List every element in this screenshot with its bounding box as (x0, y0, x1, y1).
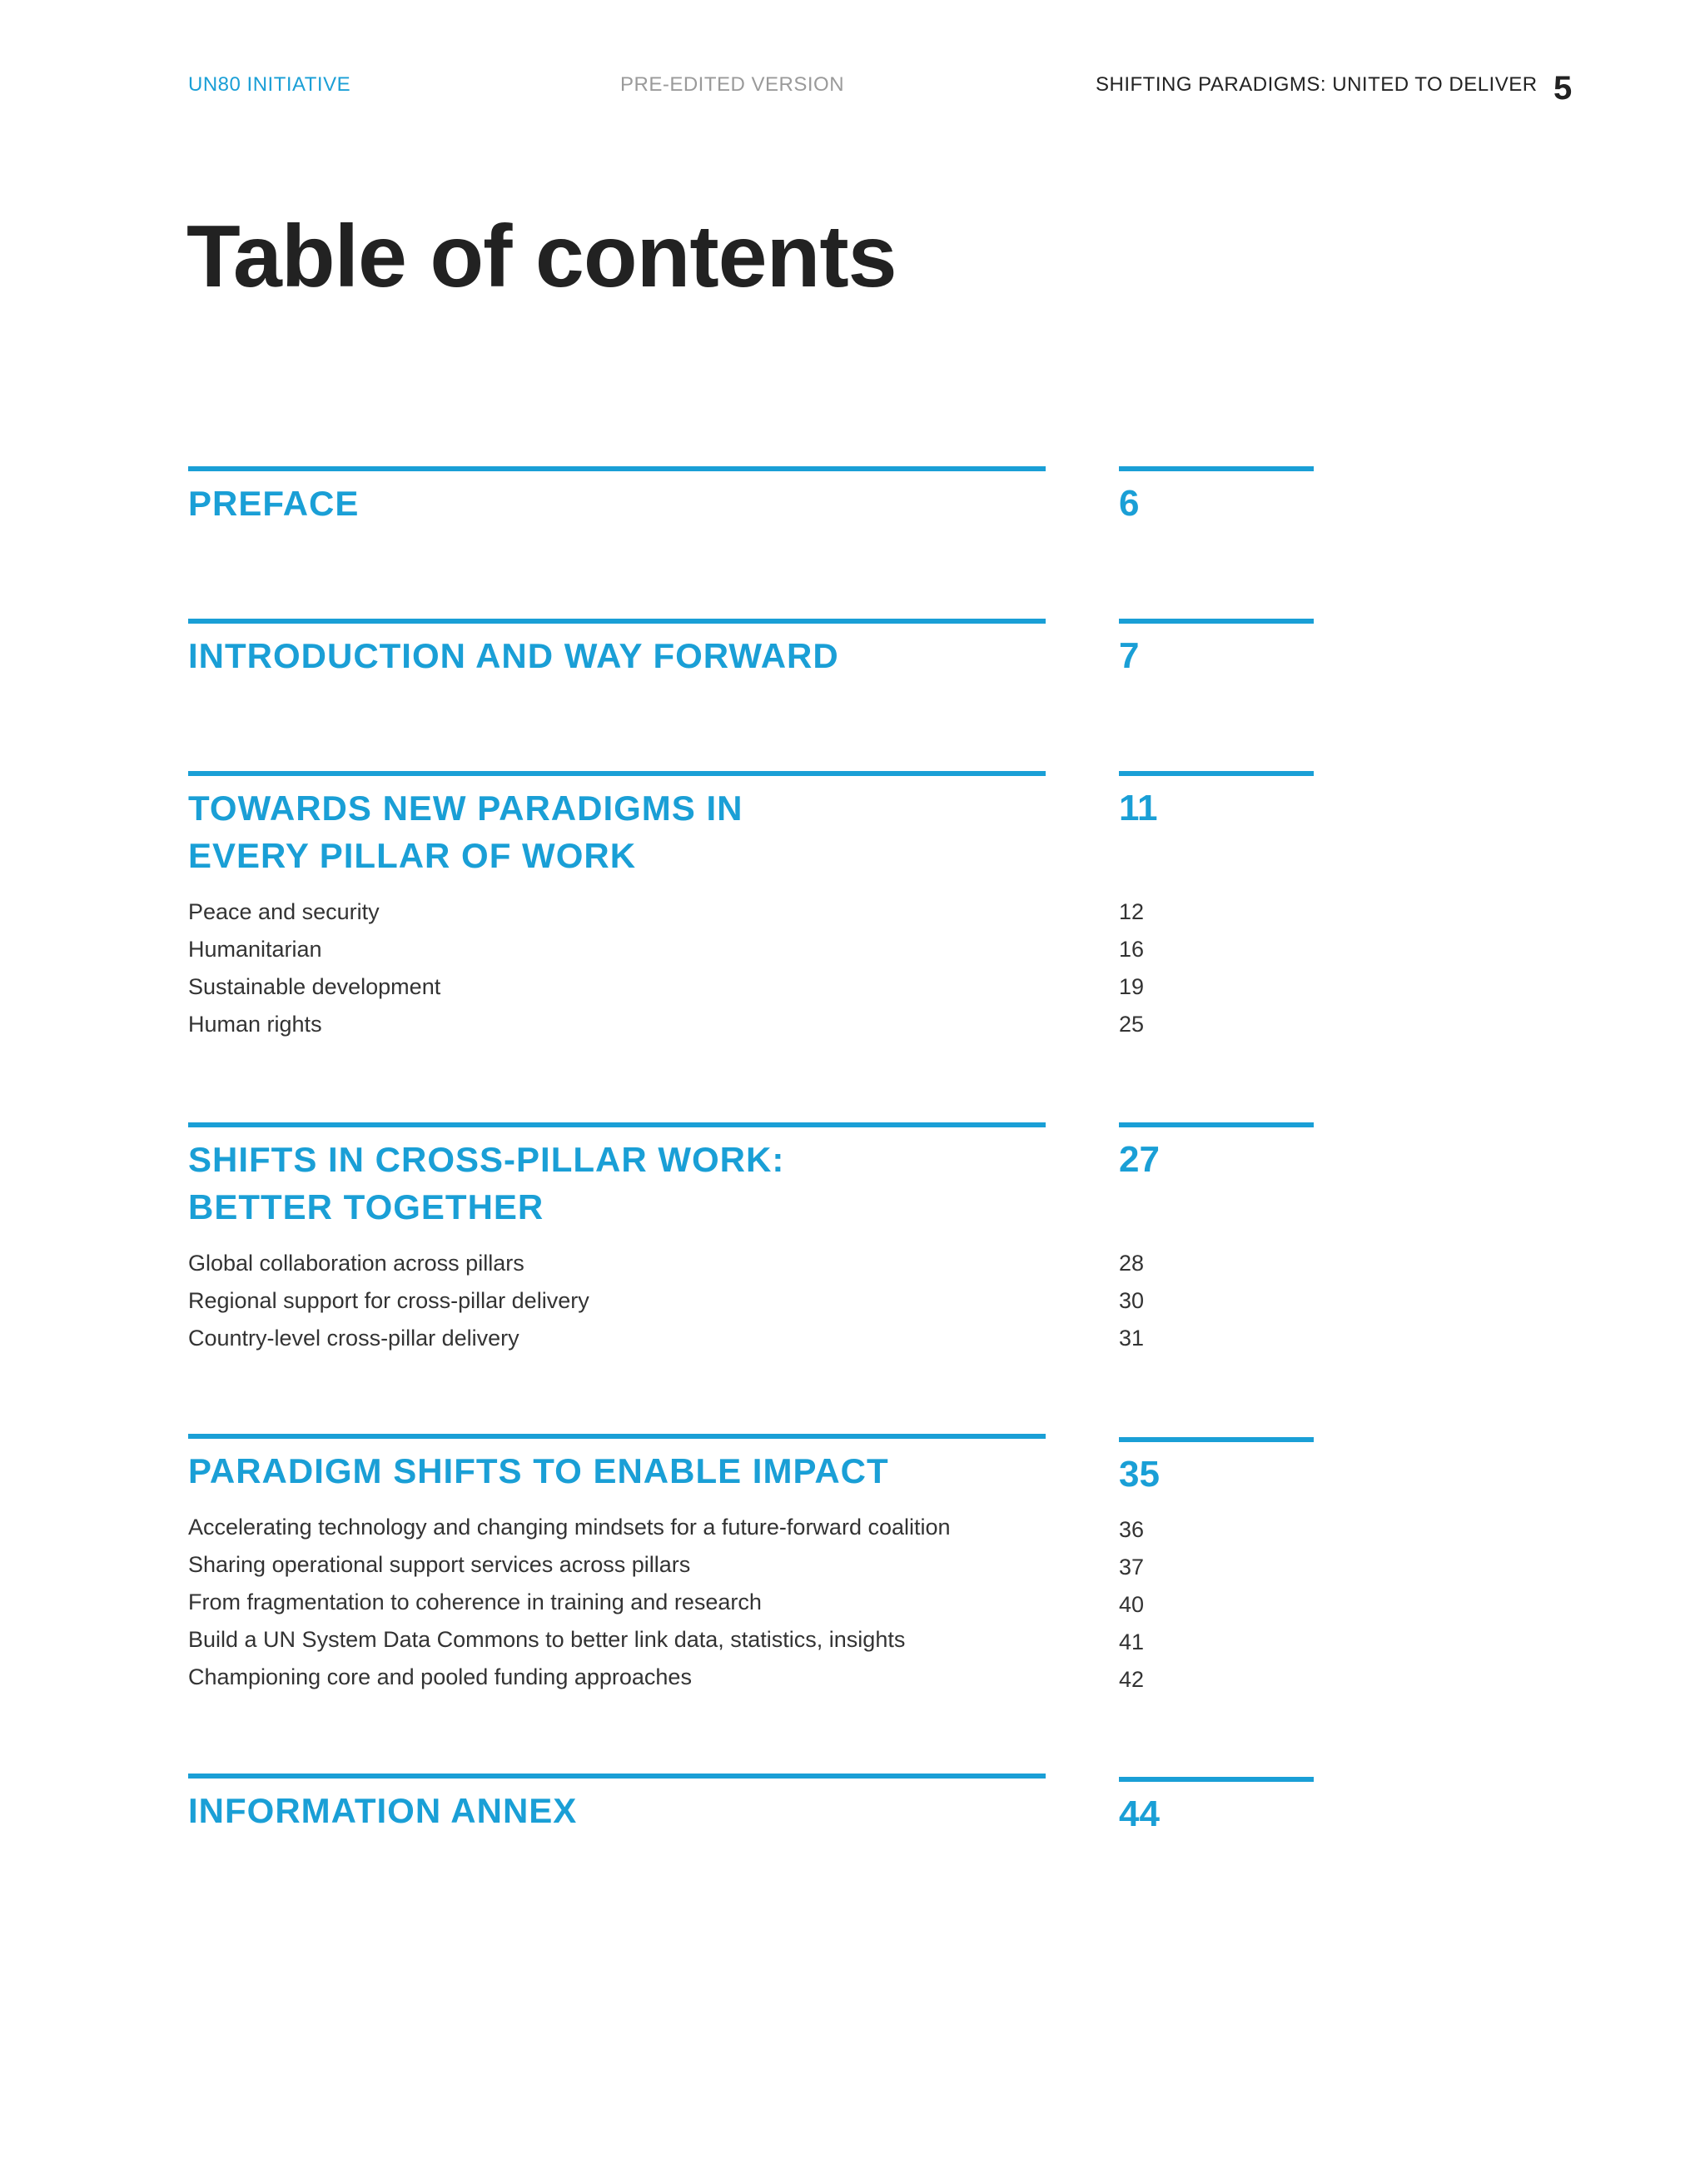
toc-item[interactable] (188, 1320, 1314, 1357)
page-rule (1119, 771, 1314, 776)
page-title: Table of contents (186, 207, 897, 306)
toc-item-label[interactable]: Sustainable development (188, 974, 441, 999)
section-rule (188, 619, 1046, 624)
section-rule (188, 1774, 1046, 1779)
section-page-number[interactable]: 27 (1119, 1139, 1160, 1180)
toc-item-page[interactable]: 28 (1119, 1251, 1145, 1276)
toc-item-page[interactable]: 12 (1119, 899, 1145, 924)
page-rule (1119, 466, 1314, 471)
toc-item-page[interactable]: 19 (1119, 974, 1145, 999)
header-initiative-label: UN80 INITIATIVE (188, 73, 351, 96)
section-title[interactable]: PARADIGM SHIFTS TO ENABLE IMPACT (188, 1451, 889, 1490)
section-title[interactable]: TOWARDS NEW PARADIGMS IN EVERY PILLAR OF WORK (188, 789, 743, 875)
toc-item[interactable] (188, 1659, 1314, 1696)
toc-item[interactable] (188, 1509, 1314, 1546)
section-rule (188, 466, 1046, 471)
toc-item-label[interactable]: Championing core and pooled funding approaches (188, 1664, 692, 1689)
toc-item-label[interactable]: Peace and security (188, 899, 380, 924)
toc-item[interactable] (188, 1584, 1314, 1621)
header-version-label: PRE-EDITED VERSION (620, 73, 845, 96)
toc-item-label[interactable]: Global collaboration across pillars (188, 1251, 524, 1276)
toc-item[interactable] (188, 893, 1314, 931)
page-rule (1119, 1777, 1314, 1782)
section-page-number[interactable]: 35 (1119, 1454, 1160, 1495)
toc-item-page[interactable]: 36 (1119, 1517, 1145, 1542)
toc-item-page[interactable]: 41 (1119, 1629, 1145, 1654)
section-rule (188, 1122, 1046, 1127)
toc-item-page[interactable]: 31 (1119, 1326, 1145, 1351)
section-rule (188, 771, 1046, 776)
toc-item[interactable] (188, 931, 1314, 968)
section-title[interactable]: PREFACE (188, 484, 360, 523)
toc-item[interactable] (188, 1006, 1314, 1043)
section-title[interactable]: SHIFTS IN CROSS-PILLAR WORK: BETTER TOGETHER (188, 1140, 785, 1226)
toc-item-page[interactable]: 30 (1119, 1288, 1145, 1313)
page-rule (1119, 1437, 1314, 1442)
header-document-title: SHIFTING PARADIGMS: UNITED TO DELIVER (1096, 73, 1538, 96)
toc-item-label[interactable]: Accelerating technology and changing mindsets for a future-forward coalition (188, 1515, 951, 1540)
header-page-number: 5 (1553, 70, 1573, 107)
section-title[interactable]: INTRODUCTION AND WAY FORWARD (188, 636, 839, 675)
section-title[interactable]: INFORMATION ANNEX (188, 1791, 578, 1830)
page-rule (1119, 619, 1314, 624)
toc-item-page[interactable]: 40 (1119, 1592, 1145, 1617)
toc-item-label[interactable]: Human rights (188, 1012, 322, 1037)
toc-item-label[interactable]: Regional support for cross-pillar delivery (188, 1288, 589, 1313)
toc-item-label[interactable]: Sharing operational support services across pillars (188, 1552, 691, 1577)
toc-item-label[interactable]: Build a UN System Data Commons to better link data, statistics, insights (188, 1627, 906, 1652)
section-page-number[interactable]: 11 (1119, 788, 1158, 828)
toc-item-page[interactable]: 37 (1119, 1555, 1145, 1580)
section-page-number[interactable]: 44 (1119, 1793, 1160, 1834)
page-header (0, 70, 1705, 107)
section-items (188, 1509, 1314, 1696)
page-rule (1119, 1122, 1314, 1127)
toc-item[interactable] (188, 968, 1314, 1006)
section-rule (188, 1434, 1046, 1439)
toc-item[interactable] (188, 1546, 1314, 1584)
toc-item-label[interactable]: From fragmentation to coherence in training and research (188, 1589, 762, 1614)
toc-item-page[interactable]: 16 (1119, 937, 1145, 962)
toc-item[interactable] (188, 1282, 1314, 1320)
toc-item-page[interactable]: 42 (1119, 1667, 1145, 1692)
toc-item-page[interactable]: 25 (1119, 1012, 1145, 1037)
section-items (188, 1245, 1314, 1357)
toc-item-label[interactable]: Country-level cross-pillar delivery (188, 1326, 519, 1351)
section-page-number[interactable]: 6 (1119, 483, 1140, 524)
toc-item[interactable] (188, 1621, 1314, 1659)
section-page-number[interactable]: 7 (1119, 635, 1140, 676)
section-items (188, 893, 1314, 1043)
toc-item-label[interactable]: Humanitarian (188, 937, 322, 962)
toc-item[interactable] (188, 1245, 1314, 1282)
